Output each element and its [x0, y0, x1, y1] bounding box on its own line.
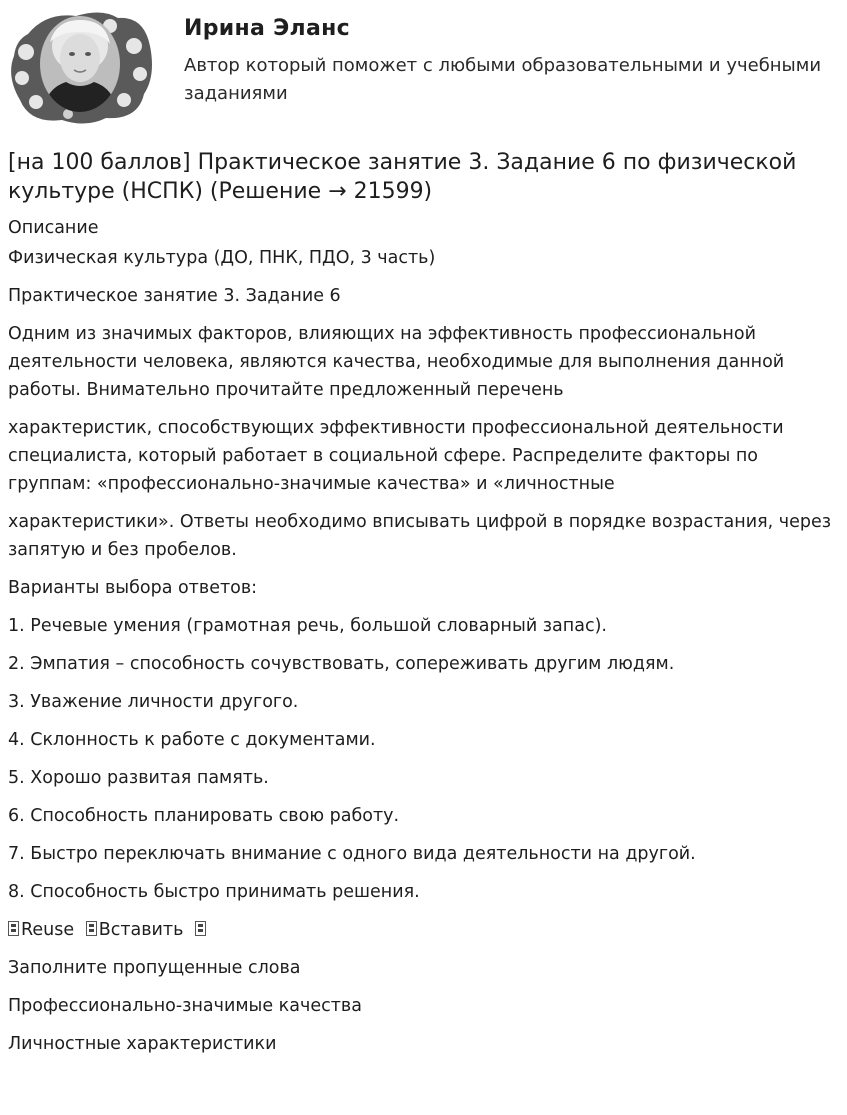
list-item: 5. Хорошо развитая память.	[8, 768, 269, 788]
missing-glyph-icon	[86, 921, 97, 936]
list-item: 6. Способность планировать свою работу.	[8, 806, 400, 826]
fill-label: Заполните пропущенные слова	[8, 958, 301, 978]
list-item: 4. Склонность к работе с документами.	[8, 730, 376, 750]
task-name: Практическое занятие 3. Задание 6	[8, 286, 341, 306]
task-paragraph-1: Одним из значимых факторов, влияющих на эффективность профессиональной деятельности человека, являются качества, необходимые для выполнения данной работы. Внимательно прочитайте предложенный перечень	[8, 324, 785, 400]
missing-glyph-icon	[8, 921, 19, 936]
options-label: Варианты выбора ответов:	[8, 578, 258, 598]
list-item: 1. Речевые умения (грамотная речь, большой словарный запас).	[8, 616, 607, 636]
task-paragraph-3: характеристики». Ответы необходимо вписывать цифрой в порядке возрастания, через запятую и без пробелов.	[8, 512, 832, 560]
author-name: Ирина Эланс	[184, 16, 350, 41]
list-item: 2. Эмпатия – способность сочувствовать, сопереживать другим людям.	[8, 654, 675, 674]
group-personal-characteristics: Личностные характеристики	[8, 1034, 277, 1054]
list-item: 3. Уважение личности другого.	[8, 692, 299, 712]
author-description: Автор который поможет с любыми образовательными и учебными заданиями	[184, 55, 822, 104]
task-paragraph-2: характеристик, способствующих эффективности профессиональной деятельности специалиста, который работает в социальной сфере. Распределите факторы по группам: «профессионально-значимые качества» и «личностные	[8, 418, 784, 494]
group-professional-qualities: Профессионально-значимые качества	[8, 996, 362, 1016]
reuse-button[interactable]: Reuse	[21, 920, 75, 940]
missing-glyph-icon	[195, 921, 206, 936]
list-item: 7. Быстро переключать внимание с одного вида деятельности на другой.	[8, 844, 696, 864]
subject-text: Физическая культура (ДО, ПНК, ПДО, 3 часть)	[8, 248, 436, 268]
list-item: 8. Способность быстро принимать решения.	[8, 882, 420, 902]
document-content	[8, 148, 844, 1068]
insert-button[interactable]: Вставить	[98, 920, 184, 940]
page-title: [на 100 баллов] Практическое занятие 3. Задание 6 по физической культуре (НСПК) (Решение → 21599)	[8, 150, 797, 204]
editor-toolbar	[8, 916, 844, 944]
description-label: Описание	[8, 218, 99, 238]
author-avatar	[6, 6, 154, 126]
author-header	[6, 6, 836, 128]
